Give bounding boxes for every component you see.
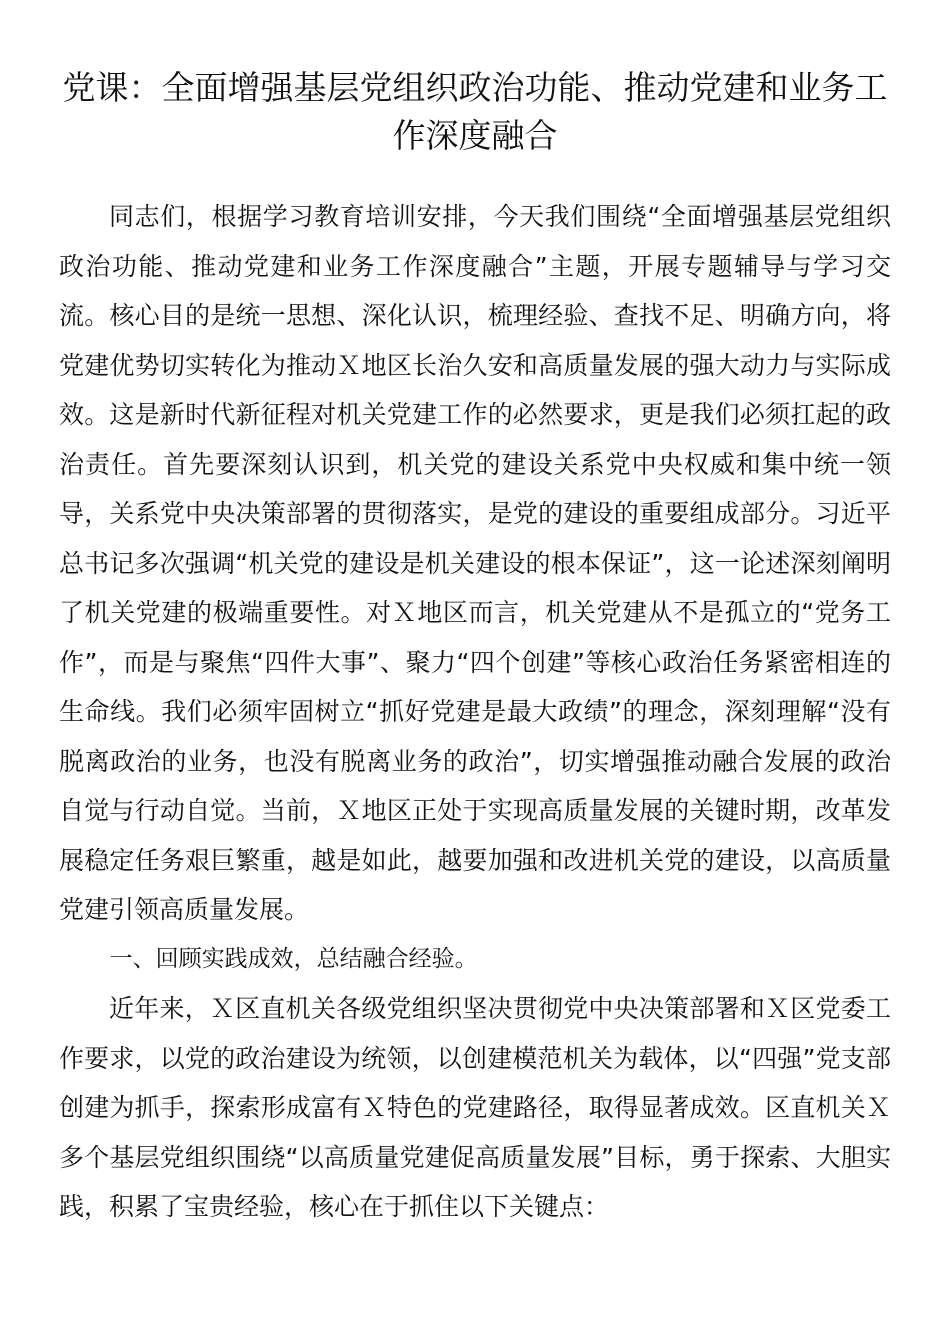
section-paragraph: 近年来，Ｘ区直机关各级党组织坚决贯彻党中央决策部署和Ｘ区党委工作要求，以党的政治建设为统领，以创建模范机关为载体，以“四强”党支部创建为抓手，探索形成富有Ｘ特色的党建路径，取得显著成效。区直机关Ｘ多个基层党组织围绕“以高质量党建促高质量发展”目标，勇于探索、大胆实践，积累了宝贵经验，核心在于抓住以下关键点： bbox=[59, 994, 891, 1221]
intro-paragraph: 同志们，根据学习教育培训安排，今天我们围绕“全面增强基层党组织政治功能、推动党建和业务工作深度融合”主题，开展专题辅导与学习交流。核心目的是统一思想、深化认识，梳理经验、查找不足、明确方向，将党建优势切实转化为推动Ｘ地区长治久安和高质量发展的强大动力与实际成效。这是新时代新征程对机关党建工作的必然要求，更是我们必须扛起的政治责任。首先要深刻认识到，机关党的建设关系党中央权威和集中统一领导，关系党中央决策部署的贯彻落实，是党的建设的重要组成部分。习近平总书记多次强调“机关党的建设是机关建设的根本保证”，这一论述深刻阐明了机关党建的极端重要性。对Ｘ地区而言，机关党建从不是孤立的“党务工作”，而是与聚焦“四件大事”、聚力“四个创建”等核心政治任务紧密相连的生命线。我们必须牢固树立“抓好党建是最大政绩”的理念，深刻理解“没有脱离政治的业务，也没有脱离业务的政治”，切实增强推动融合发展的政治自觉与行动自觉。当前，Ｘ地区正处于实现高质量发展的关键时期，改革发展稳定任务艰巨繁重，越是如此，越要加强和改进机关党的建设，以高质量党建引领高质量发展。 bbox=[59, 202, 891, 924]
section-heading: 一、回顾实践成效，总结融合经验。 bbox=[109, 945, 478, 972]
document-body bbox=[59, 192, 891, 1232]
document-title: 党课：全面增强基层党组织政治功能、推动党建和业务工作深度融合 bbox=[62, 68, 888, 155]
